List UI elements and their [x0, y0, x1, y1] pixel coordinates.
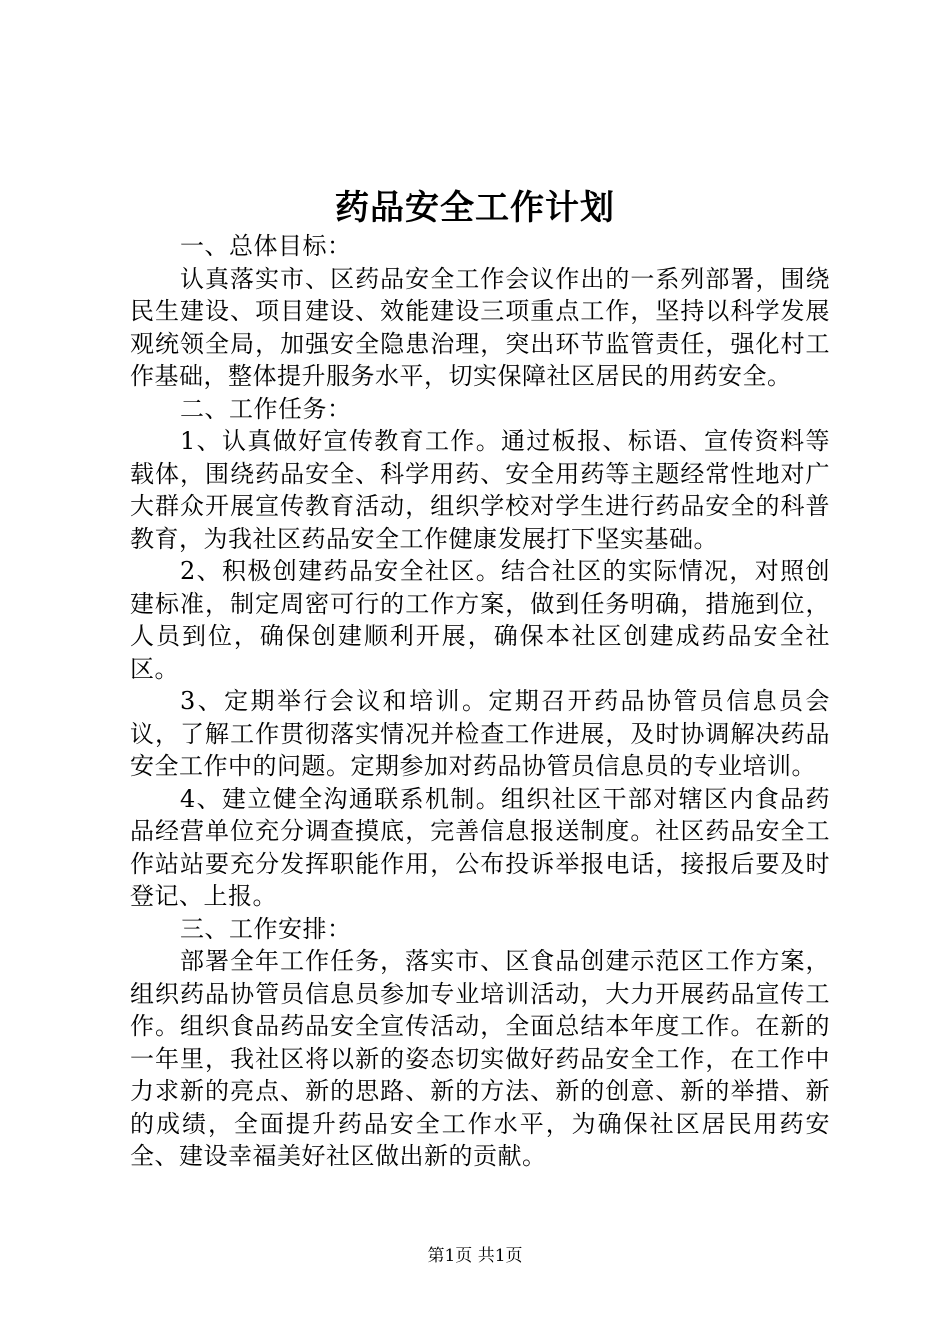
document-title: 药品安全工作计划 — [335, 188, 615, 228]
document-body — [130, 230, 830, 1173]
paragraph: 2、积极创建药品安全社区。结合社区的实际情况，对照创建标准，制定周密可行的工作方案，做到任务明确，措施到位，人员到位，确保创建顺利开展，确保本社区创建成药品安全社区。 — [130, 557, 830, 683]
page-footer: 第1页 共1页 — [427, 1246, 523, 1266]
paragraph: 部署全年工作任务，落实市、区食品创建示范区工作方案，组织药品协管员信息员参加专业培训活动，大力开展药品宣传工作。组织食品药品安全宣传活动，全面总结本年度工作。在新的一年里，我社区将以新的姿态切实做好药品安全工作，在工作中力求新的亮点、新的思路、新的方法、新的创意、新的举措、新的成绩，全面提升药品安全工作水平，为确保社区居民用药安全、建设幸福美好社区做出新的贡献。 — [130, 947, 830, 1170]
paragraph: 认真落实市、区药品安全工作会议作出的一系列部署，围绕民生建设、项目建设、效能建设三项重点工作，坚持以科学发展观统领全局，加强安全隐患治理，突出环节监管责任，强化村工作基础，整体提升服务水平，切实保障社区居民的用药安全。 — [130, 264, 830, 390]
section-heading-tasks: 二、工作任务： — [180, 394, 352, 423]
paragraph: 4、建立健全沟通联系机制。组织社区干部对辖区内食品药品经营单位充分调查摸底，完善信息报送制度。社区药品安全工作站站要充分发挥职能作用，公布投诉举报电话，接报后要及时登记、上报。 — [130, 784, 830, 910]
paragraph: 1、认真做好宣传教育工作。通过板报、标语、宣传资料等载体，围绕药品安全、科学用药、安全用药等主题经常性地对广大群众开展宣传教育活动，组织学校对学生进行药品安全的科普教育，为我社区药品安全工作健康发展打下坚实基础。 — [130, 427, 830, 553]
section-heading-arrangement: 三、工作安排： — [180, 914, 352, 943]
section-heading-goals: 一、总体目标： — [180, 232, 352, 260]
paragraph: 3、定期举行会议和培训。定期召开药品协管员信息员会议，了解工作贯彻落实情况并检查工作进展，及时协调解决药品安全工作中的问题。定期参加对药品协管员信息员的专业培训。 — [130, 687, 830, 780]
